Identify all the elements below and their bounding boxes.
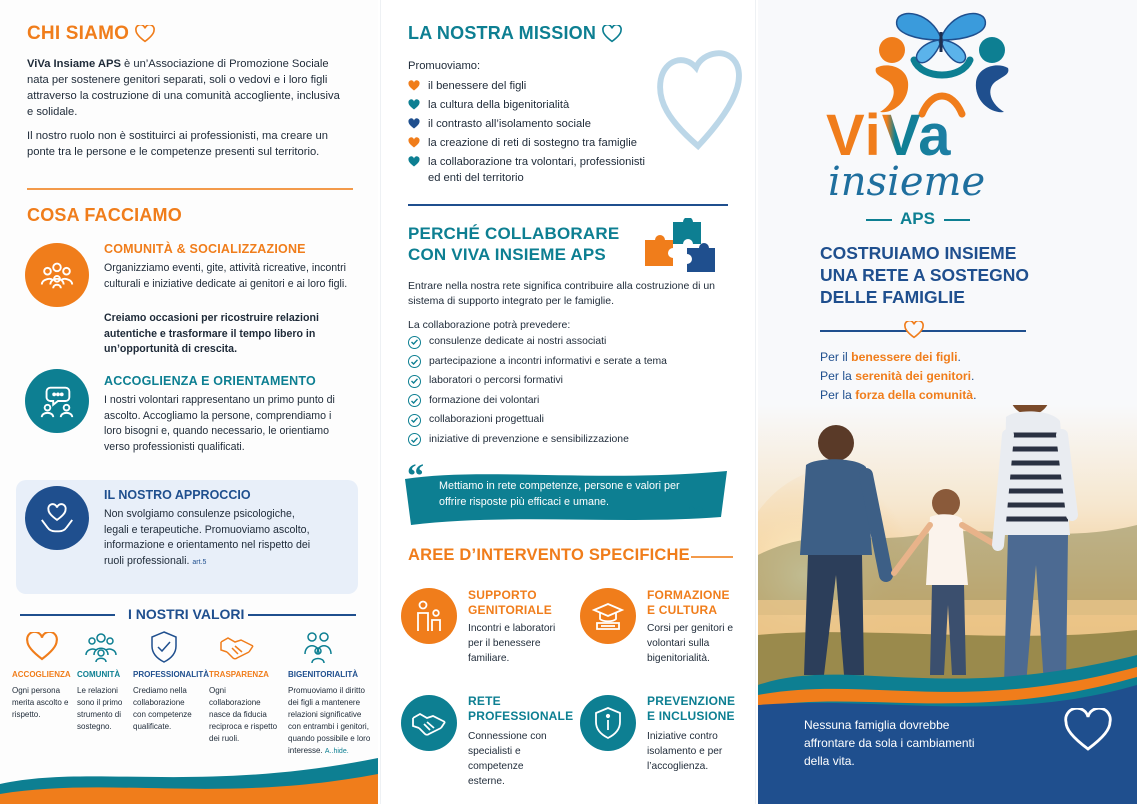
value-title: COMUNITÀ xyxy=(77,670,121,679)
area-title: FORMAZIONE E CULTURA xyxy=(647,588,730,617)
perche-heading: PERCHÉ COLLABORARE CON VIVA INSIEME APS xyxy=(408,224,620,264)
handshake-icon xyxy=(219,632,255,662)
family-icon xyxy=(300,630,336,664)
heart-outline-icon xyxy=(135,25,155,43)
collaboration-item xyxy=(408,433,728,447)
logo-word-insieme: insieme xyxy=(828,159,986,205)
chi-siamo-heading: CHI SIAMO xyxy=(27,23,155,45)
item-text: Non svolgiamo consulenze psicologiche, legali e terapeutiche. Promuoviamo ascolto, informazione e orientamento nel rispetto dei ruoli professionali. art.5 xyxy=(104,508,311,567)
heart-decoration-icon xyxy=(651,42,749,154)
parent-child-icon xyxy=(401,588,457,644)
area-title: RETE PROFESSIONALE xyxy=(468,694,574,723)
check-circle-icon xyxy=(408,433,421,446)
chi-siamo-role-text: Il nostro ruolo non è sostituirci ai professionisti, ma creare un ponte tra le persone e le competenze presenti sul territorio. xyxy=(27,130,328,158)
community-icon xyxy=(25,243,89,307)
mission-item xyxy=(408,78,658,94)
collaboration-item-text: consulenze dedicate ai nostri associati xyxy=(429,336,607,347)
value-trasparenza xyxy=(209,670,283,745)
item-title: ACCOGLIENZA E ORIENTAMENTO xyxy=(104,374,316,388)
value-professionalita xyxy=(133,670,210,733)
value-text: Ogni collaborazione nasce da fiducia reciproca e rispetto dei ruoli. xyxy=(209,686,278,743)
aree-heading: AREE D’INTERVENTO SPECIFICHE xyxy=(408,546,690,564)
heart-bullet-icon xyxy=(408,99,420,111)
value-text: Crediamo nella collaborazione con competenze qualificate. xyxy=(133,686,192,731)
item-bold-text: Creiamo occasioni per ricostruire relazioni autentiche e trasformare il tempo libero in un’opportunità di crescita. xyxy=(104,312,319,355)
collaboration-item-text: collaborazioni progettuali xyxy=(429,414,544,425)
shield-info-icon xyxy=(580,695,636,751)
item-note: art.5 xyxy=(192,558,207,566)
collaboration-item xyxy=(408,413,728,427)
divider xyxy=(248,614,356,616)
heart-outline-icon xyxy=(26,632,58,662)
check-circle-icon xyxy=(408,355,421,368)
check-circle-icon xyxy=(408,394,421,407)
area-text: Incontri e laboratori per il benessere familiare. xyxy=(468,623,556,664)
collaboration-item-text: formazione dei volontari xyxy=(429,394,540,406)
area-title: SUPPORTO GENITORIALE xyxy=(468,588,552,617)
mission-list xyxy=(408,78,658,189)
left-panel xyxy=(0,0,378,804)
collaboration-item xyxy=(408,374,728,388)
divider xyxy=(930,330,1026,332)
mission-item-text: la cultura della bigenitorialità xyxy=(428,99,570,111)
value-text: Promuoviamo il diritto dei figli a mantenere relazioni significative con entrambi i genitori, quando possibile e loro interesse. A..hide. xyxy=(288,686,371,755)
heart-outline-icon xyxy=(1064,708,1112,754)
chi-siamo-text: ViVa Insiame APS è un’Associazione di Promozione Sociale nata per sostenere genitori separati, soli o vedovi e i loro figli attraverso la costruzione di una comunità accogliente, inclusiva e solidale. xyxy=(27,58,340,118)
shield-check-icon xyxy=(149,630,179,664)
divider xyxy=(27,188,353,190)
butterfly-icon xyxy=(893,8,989,66)
area-title: PREVENZIONE E INCLUSIONE xyxy=(647,694,736,723)
headline: COSTRUIAMO INSIEME UNA RETE A SOSTEGNO DELLE FAMIGLIE xyxy=(820,243,1030,307)
heart-outline-icon xyxy=(904,321,924,339)
heart-bullet-icon xyxy=(408,80,420,92)
perche-text: Entrare nella nostra rete significa contribuire alla costruzione di un sistema di supporto integrato per le famiglie. xyxy=(408,280,715,307)
mission-item-text: il benessere del figli xyxy=(428,80,527,92)
mission-item-text: la creazione di reti di sostegno tra famiglie xyxy=(428,137,637,149)
area-text: Iniziative contro isolamento e per l’accoglienza. xyxy=(647,731,723,772)
tagline-line: Per il benessere dei figli. xyxy=(820,350,961,364)
quote-text: Mettiamo in rete competenze, persone e valori per offrire risposte più efficaci e umane. xyxy=(439,480,680,508)
heart-hands-icon xyxy=(25,486,89,550)
divider xyxy=(20,614,115,616)
tagline-line: Per la serenità dei genitori. xyxy=(820,369,975,383)
collaboration-item-text: iniziative di prevenzione e sensibilizzazione xyxy=(429,433,629,445)
value-text: Ogni persona merita ascolto e rispetto. xyxy=(12,686,69,719)
check-circle-icon xyxy=(408,414,421,427)
value-title: TRASPARENZA xyxy=(209,670,269,679)
collaboration-item xyxy=(408,394,728,408)
check-circle-icon xyxy=(408,336,421,349)
closing-text: Nessuna famiglia dovrebbe affrontare da sola i cambiamenti della vita. xyxy=(804,718,975,768)
value-accoglienza xyxy=(12,670,86,721)
heart-bullet-icon xyxy=(408,118,420,130)
logo-word-viva: ViVa xyxy=(826,103,952,168)
area-text: Corsi per genitori e volontari sulla bigenitorialità. xyxy=(647,623,734,664)
value-title: PROFESSIONALITÀ xyxy=(133,670,210,679)
check-circle-icon xyxy=(408,375,421,388)
mission-item xyxy=(408,135,658,151)
value-text: Le relazioni sono il primo strumento di sostegno. xyxy=(77,686,123,731)
item-title: IL NOSTRO APPROCCIO xyxy=(104,488,251,502)
logo-aps: APS xyxy=(900,209,935,228)
mission-heading: LA NOSTRA MISSION xyxy=(408,23,622,44)
right-panel xyxy=(758,0,1137,804)
mission-intro: Promuoviamo: xyxy=(408,60,481,72)
divider xyxy=(866,219,892,221)
valori-heading: I NOSTRI VALORI xyxy=(128,606,245,622)
close-quote-icon: ” xyxy=(687,500,704,537)
area-text: Connessione con specialisti e competenze esterne. xyxy=(468,731,547,787)
listening-icon xyxy=(25,369,89,433)
value-note: A..hide. xyxy=(324,748,349,755)
heart-bullet-icon xyxy=(408,156,420,168)
item-text: I nostri volontari rappresentano un primo punto di ascolto. Accogliamo la persone, comprendiamo i loro bisogni e, quando necessario, le orientiamo verso professionisti qualificati. xyxy=(104,394,335,453)
tagline xyxy=(820,348,976,405)
collaboration-item xyxy=(408,355,728,369)
tagline-line: Per la forza della comunità. xyxy=(820,388,977,402)
item-text: Organizziamo eventi, gite, attività ricreative, incontri culturali e iniziative dedicate ai genitori e ai loro figli. xyxy=(104,262,348,290)
handshake-icon xyxy=(401,695,457,751)
graduation-icon xyxy=(580,588,636,644)
collaboration-list xyxy=(408,335,728,452)
mission-item xyxy=(408,154,658,186)
wave-decoration xyxy=(0,744,378,804)
value-title: BIGENITORIALITÀ xyxy=(288,670,359,679)
item-title: COMUNITÀ & SOCIALIZZAZIONE xyxy=(104,242,306,256)
collaboration-item-text: laboratori o percorsi formativi xyxy=(429,375,563,386)
divider xyxy=(691,556,733,558)
collaboration-item-text: partecipazione a incontri informativi e serate a tema xyxy=(429,355,667,367)
puzzle-icon xyxy=(643,218,719,276)
heart-outline-icon xyxy=(602,25,622,43)
divider xyxy=(408,204,728,206)
cosa-facciamo-heading: COSA FACCIAMO xyxy=(27,205,182,225)
open-quote-icon: “ xyxy=(407,458,424,495)
mission-item xyxy=(408,116,658,132)
middle-panel xyxy=(380,0,756,804)
heart-bullet-icon xyxy=(408,137,420,149)
divider xyxy=(944,219,970,221)
value-title: ACCOGLIENZA xyxy=(12,670,71,679)
mission-item-text: la collaborazione tra volontari, professionisti ed enti del territorio xyxy=(428,156,646,184)
mission-item-text: il contrasto all’isolamento sociale xyxy=(428,118,591,130)
perche-intro: La collaborazione potrà prevedere: xyxy=(408,319,571,331)
collaboration-item xyxy=(408,335,728,349)
mission-item xyxy=(408,97,658,113)
people-icon xyxy=(84,631,118,663)
